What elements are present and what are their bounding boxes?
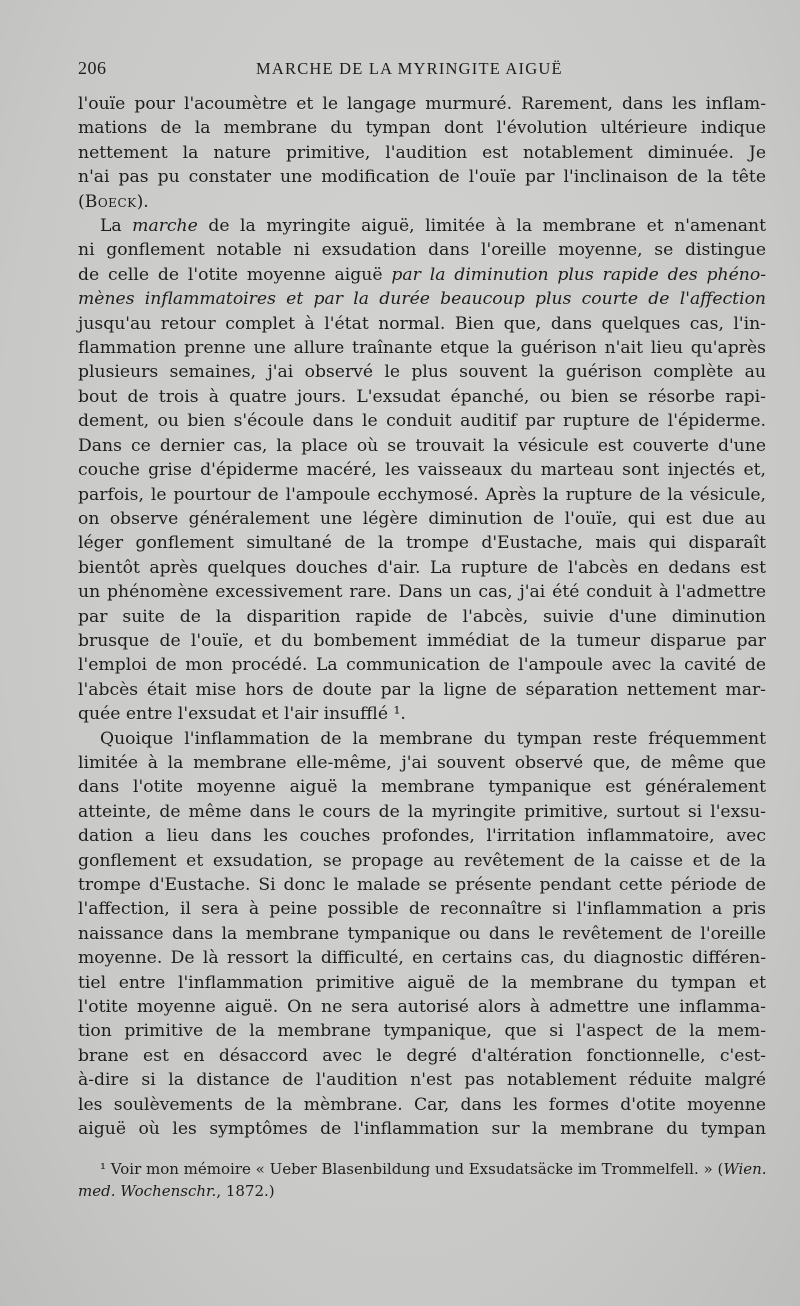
text-line: l'otite moyenne aiguë. On ne sera autorisé alors à admettre une inflamma- [78,997,766,1018]
page-header [78,58,766,88]
text-line: trompe d'Eustache. Si donc le malade se présente pendant cette période de [78,875,766,895]
text-line: l'emploi de mon procédé. La communication de l'ampoule avec la cavité de [78,655,766,676]
text-line [78,263,766,287]
text-line: (Boeck). [78,191,149,212]
text-line: bientôt après quelques douches d'air. La rupture de l'abcès en dedans est [78,557,766,578]
text-line: naissance dans la membrane tympanique ou dans le revêtement de l'oreille [78,923,766,944]
text-line: aiguë où les symptômes de l'inflammation sur la membrane du tympan [78,1119,766,1140]
text-line: brane est en désaccord avec le degré d'altération fonctionnelle, c'est- [78,1045,766,1066]
text-line: ni gonflement notable ni exsudation dans l'oreille moyenne, se distingue [78,240,766,261]
text-line: Dans ce dernier cas, la place où se trouvait la vésicule est couverte d'une [78,435,766,456]
text-line: jusqu'au retour complet à l'état normal. Bien que, dans quelques cas, l'in- [78,313,766,334]
text-line: les soulèvements de la mèmbrane. Car, dans les formes d'otite moyenne [78,1094,766,1115]
text-line: un phénomène excessivement rare. Dans un cas, j'ai été conduit à l'admettre [78,582,766,603]
emphasis: par la diminution plus rapide des phéno- [391,264,767,285]
text-fragment: de celle de l'otite moyenne aiguë [78,264,392,285]
text-line: par suite de la disparition rapide de l'abcès, suivie d'une diminution [78,606,766,627]
text-line: plusieurs semaines, j'ai observé le plus souvent la guérison complète au [78,362,766,383]
text-line: dation a lieu dans les couches profondes, l'irritation inflammatoire, avec [78,826,766,847]
text-line: l'affection, il sera à peine possible de reconnaître si l'inflammation a pris [78,899,766,920]
body-text [78,92,766,1141]
footnote-text: ¹ Voir mon mémoire « Ueber Blasenbildung und Exsudatsäcke im Trommelfell. » ( [100,1160,724,1178]
text-line: à-dire si la distance de l'audition n'est pas notablement réduite malgré [78,1070,766,1091]
text-fragment: de la myringite aiguë, limitée à la membrane et n'amenant [197,216,766,237]
journal-name: Wien. [723,1160,767,1178]
text-line: dans l'otite moyenne aiguë la membrane tympanique est généralement [78,777,766,798]
journal-name: med. Wochenschr. [78,1182,217,1200]
footnote-text: , 1872.) [216,1182,275,1200]
text-line: tion primitive de la membrane tympanique, que si l'aspect de la mem- [78,1021,766,1042]
text-line: couche grise d'épiderme macéré, les vaisseaux du marteau sont injectés et, [78,460,766,481]
text-line: atteinte, de même dans le cours de la myringite primitive, surtout si l'exsu- [78,801,766,822]
footnote-line [78,1180,766,1202]
text-line: tiel entre l'inflammation primitive aiguë de la membrane du tympan et [78,972,766,993]
text-line: n'ai pas pu constater une modification de l'ouïe par l'inclinaison de la tête [78,167,766,188]
footnote [78,1158,766,1202]
text-line: on observe généralement une légère diminution de l'ouïe, qui est due au [78,508,766,529]
text-line: léger gonflement simultané de la trompe d'Eustache, mais qui disparaît [78,533,766,554]
text-line: l'ouïe pour l'acoumètre et le langage murmuré. Rarement, dans les inflam- [78,94,766,114]
page-number: 206 [78,58,107,78]
text-line: mations de la membrane du tympan dont l'évolution ultérieure indique [78,118,766,139]
text-line: bout de trois à quatre jours. L'exsudat épanché, ou bien se résorbe rapi- [78,386,766,407]
author-name: Boeck [84,191,137,212]
text-line: mènes inflammatoires et par la durée beaucoup plus courte de l'affection [78,289,766,310]
text-line: flammation prenne une allure traînante etque la guérison n'ait lieu qu'après [78,338,766,359]
text-line: nettement la nature primitive, l'audition est notablement diminuée. Je [78,142,766,163]
running-title: MARCHE DE LA MYRINGITE AIGUË [256,59,563,78]
text-line: moyenne. De là ressort la difficulté, en certains cas, du diagnostic différen- [78,948,766,969]
text-line: Quoique l'inflammation de la membrane du tympan reste fréquemment [100,728,766,749]
text-fragment: La [100,216,133,237]
text-line: quée entre l'exsudat et l'air insufflé ¹. [78,704,406,725]
text-line: gonflement et exsudation, se propage au revêtement de la caisse et de la [78,850,766,871]
text-line: dement, ou bien s'écoule dans le conduit auditif par rupture de l'épiderme. [78,411,766,432]
emphasis: marche [132,216,198,237]
text-line [78,214,766,238]
text-line: l'abcès était mise hors de doute par la ligne de séparation nettement mar- [78,679,766,700]
text-line: parfois, le pourtour de l'ampoule ecchymosé. Après la rupture de la vésicule, [78,484,766,505]
footnote-line [78,1158,766,1180]
text-line: limitée à la membrane elle-même, j'ai souvent observé que, de même que [78,752,766,773]
text-line: brusque de l'ouïe, et du bombement immédiat de la tumeur disparue par [78,630,766,651]
